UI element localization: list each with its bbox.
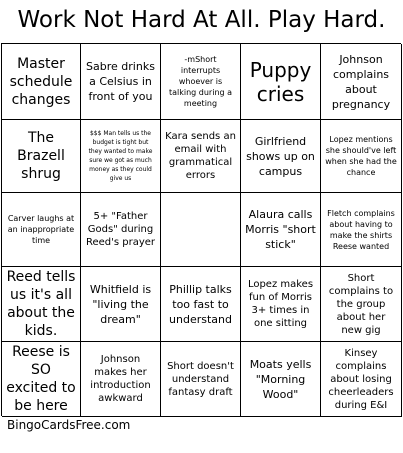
bingo-cell-14[interactable] (241, 193, 321, 267)
bingo-cell-4[interactable] (241, 44, 321, 120)
bingo-cell-18[interactable] (161, 267, 241, 342)
bingo-cell-text: $$$ Man tells us the budget is tight but they wanted to make sure we got as much money as they could give us (88, 130, 153, 182)
bingo-cell-21[interactable] (2, 342, 81, 417)
bingo-cell-text: Short doesn't understand fantasy draft (167, 360, 234, 398)
bingo-cell-text: Sabre drinks a Celsius in front of you (86, 60, 155, 103)
bingo-cell-8[interactable] (161, 120, 241, 193)
bingo-cell-text: Puppy cries (249, 57, 312, 106)
bingo-cell-text: Carver laughs at an inappropriate time (7, 214, 75, 245)
card-title: Work Not Hard At All. Play Hard. (17, 7, 386, 33)
bingo-cell-text: -mShort interrupts whoever is talking during a meeting (168, 55, 233, 108)
bingo-cell-20[interactable] (321, 267, 402, 342)
bingo-cell-3[interactable] (161, 44, 241, 120)
bingo-cell-19[interactable] (241, 267, 321, 342)
bingo-cell-text: Alaura calls Morris "short stick" (245, 208, 316, 251)
bingo-cell-11[interactable] (2, 193, 81, 267)
bingo-cell-23[interactable] (161, 342, 241, 417)
bingo-cell-17[interactable] (81, 267, 161, 342)
bingo-cell-text: Lopez makes fun of Morris 3+ times in one sitting (247, 279, 314, 329)
bingo-cell-text: Johnson makes her introduction awkward (90, 354, 151, 404)
bingo-cell-text: The Brazell shrug (17, 130, 65, 182)
site-footer: BingoCardsFree.com (7, 418, 131, 432)
bingo-free-space[interactable] (161, 193, 241, 267)
bingo-cell-1[interactable] (2, 44, 81, 120)
bingo-cell-25[interactable] (321, 342, 402, 417)
bingo-cell-text: Whitfield is "living the dream" (89, 282, 152, 326)
bingo-cell-15[interactable] (321, 193, 402, 267)
bingo-cell-24[interactable] (241, 342, 321, 417)
bingo-cell-text: Kinsey complains about losing cheerleaders during E&I (328, 347, 394, 411)
bingo-cell-text: 5+ "Father Gods" during Reed's prayer (85, 211, 156, 248)
bingo-cell-9[interactable] (241, 120, 321, 193)
bingo-cell-10[interactable] (321, 120, 402, 193)
bingo-cell-2[interactable] (81, 44, 161, 120)
bingo-cell-text: Phillip talks too fast to understand (169, 282, 232, 326)
bingo-cell-12[interactable] (81, 193, 161, 267)
bingo-cell-text: Master schedule changes (9, 55, 73, 108)
bingo-board (1, 43, 401, 416)
bingo-cell-6[interactable] (2, 120, 81, 193)
bingo-cell-5[interactable] (321, 44, 402, 120)
bingo-cell-text: Kara sends an email with grammatical errors (165, 131, 236, 181)
bingo-cell-text: Reed tells us it's all about the kids. (6, 269, 76, 339)
bingo-cell-text: Reese is SO excited to be here (6, 344, 76, 414)
bingo-cell-text: Fletch complains about having to make the shirts Reese wanted (327, 208, 395, 251)
bingo-cell-text: Lopez mentions she should've left when she had the chance (325, 135, 397, 177)
bingo-cell-text: Johnson complains about pregnancy (331, 52, 391, 111)
bingo-cell-16[interactable] (2, 267, 81, 342)
bingo-cell-22[interactable] (81, 342, 161, 417)
bingo-cell-7[interactable] (81, 120, 161, 193)
bingo-cell-text: Girlfriend shows up on campus (246, 134, 315, 178)
bingo-cell-text: Moats yells "Morning Wood" (249, 357, 312, 401)
bingo-cell-text: Short complains to the group about her new gig (328, 272, 394, 336)
